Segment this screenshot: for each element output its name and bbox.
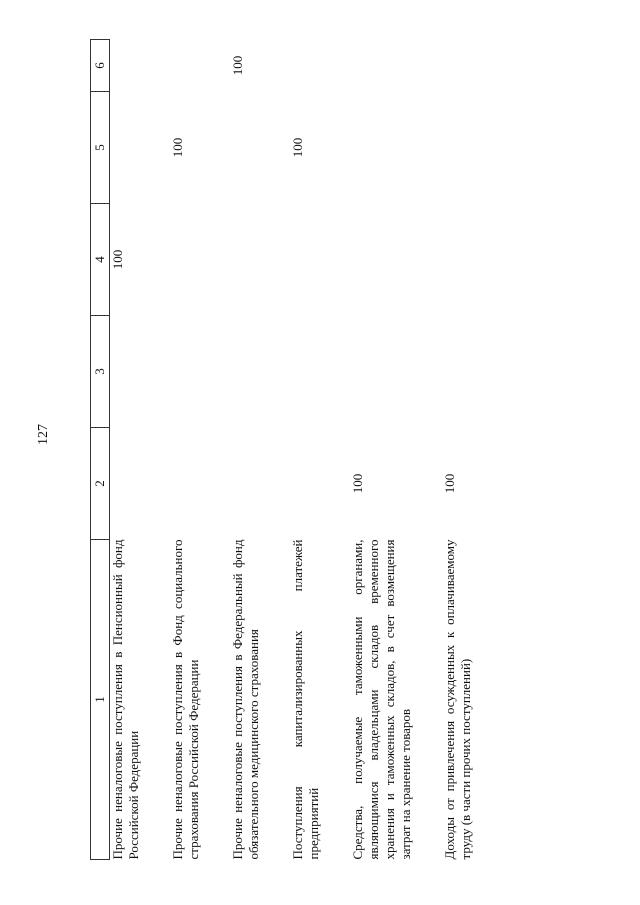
row-value-col-5: 100 [290,137,305,158]
row-value-col-3 [110,316,171,428]
row-name: Средства, получаемые таможенными органами, являющимися владельцами складов временного хранения и таможенных складов, в счет возмещения затрат на хранение товаров [350,539,413,860]
row-value-col-3 [170,316,230,428]
row-value-col-5 [350,92,442,204]
table-row [110,40,171,860]
row-name: Доходы от привлечения осужденных к оплачиваемому труду (в части прочих поступлений) [442,539,473,860]
row-value-col-4 [350,204,442,316]
row-name: Прочие неналоговые поступления в Фонд социального страхования Российской Федерации [170,539,201,860]
row-value-col-6 [170,40,230,92]
row-value-col-2: 100 [350,473,365,494]
row-value-col-3 [290,316,350,428]
row-value-col-4: 100 [110,249,125,270]
row-value-col-2 [110,428,171,540]
header-row [91,40,110,860]
row-value-col-6 [290,40,350,92]
column-header-1: 1 [91,540,110,860]
row-value-col-6: 100 [230,55,245,76]
row-value-col-5: 100 [170,137,185,158]
page-number: 127 [36,424,51,445]
column-header-6: 6 [91,40,110,92]
rotated-table-container [90,40,570,860]
row-value-col-5 [230,92,290,204]
row-value-col-3 [350,316,442,428]
row-value-col-6 [350,40,442,92]
row-value-col-4 [290,204,350,316]
table-row [442,40,502,860]
row-value-col-4 [170,204,230,316]
table-row [230,40,290,860]
row-value-col-6 [110,40,171,92]
row-value-col-2 [170,428,230,540]
row-value-col-2 [290,428,350,540]
column-header-5: 5 [91,92,110,204]
row-value-col-5 [110,92,171,204]
row-value-col-4 [230,204,290,316]
row-value-col-4 [442,204,502,316]
row-name: Прочие неналоговые поступления в Федеральный фонд обязательного медицинского страхования [230,539,261,860]
row-name: Поступления капитализированных платежей предприятий [290,539,321,860]
column-header-2: 2 [91,428,110,540]
table-row [290,40,350,860]
row-value-col-3 [230,316,290,428]
table-row [170,40,230,860]
budget-table [90,39,502,860]
row-value-col-2: 100 [442,473,457,494]
column-header-3: 3 [91,316,110,428]
row-value-col-2 [230,428,290,540]
column-header-4: 4 [91,204,110,316]
row-value-col-5 [442,92,502,204]
row-name: Прочие неналоговые поступления в Пенсионный фонд Российской Федерации [110,539,141,860]
row-value-col-3 [442,316,502,428]
row-value-col-6 [442,40,502,92]
table-row [350,40,442,860]
